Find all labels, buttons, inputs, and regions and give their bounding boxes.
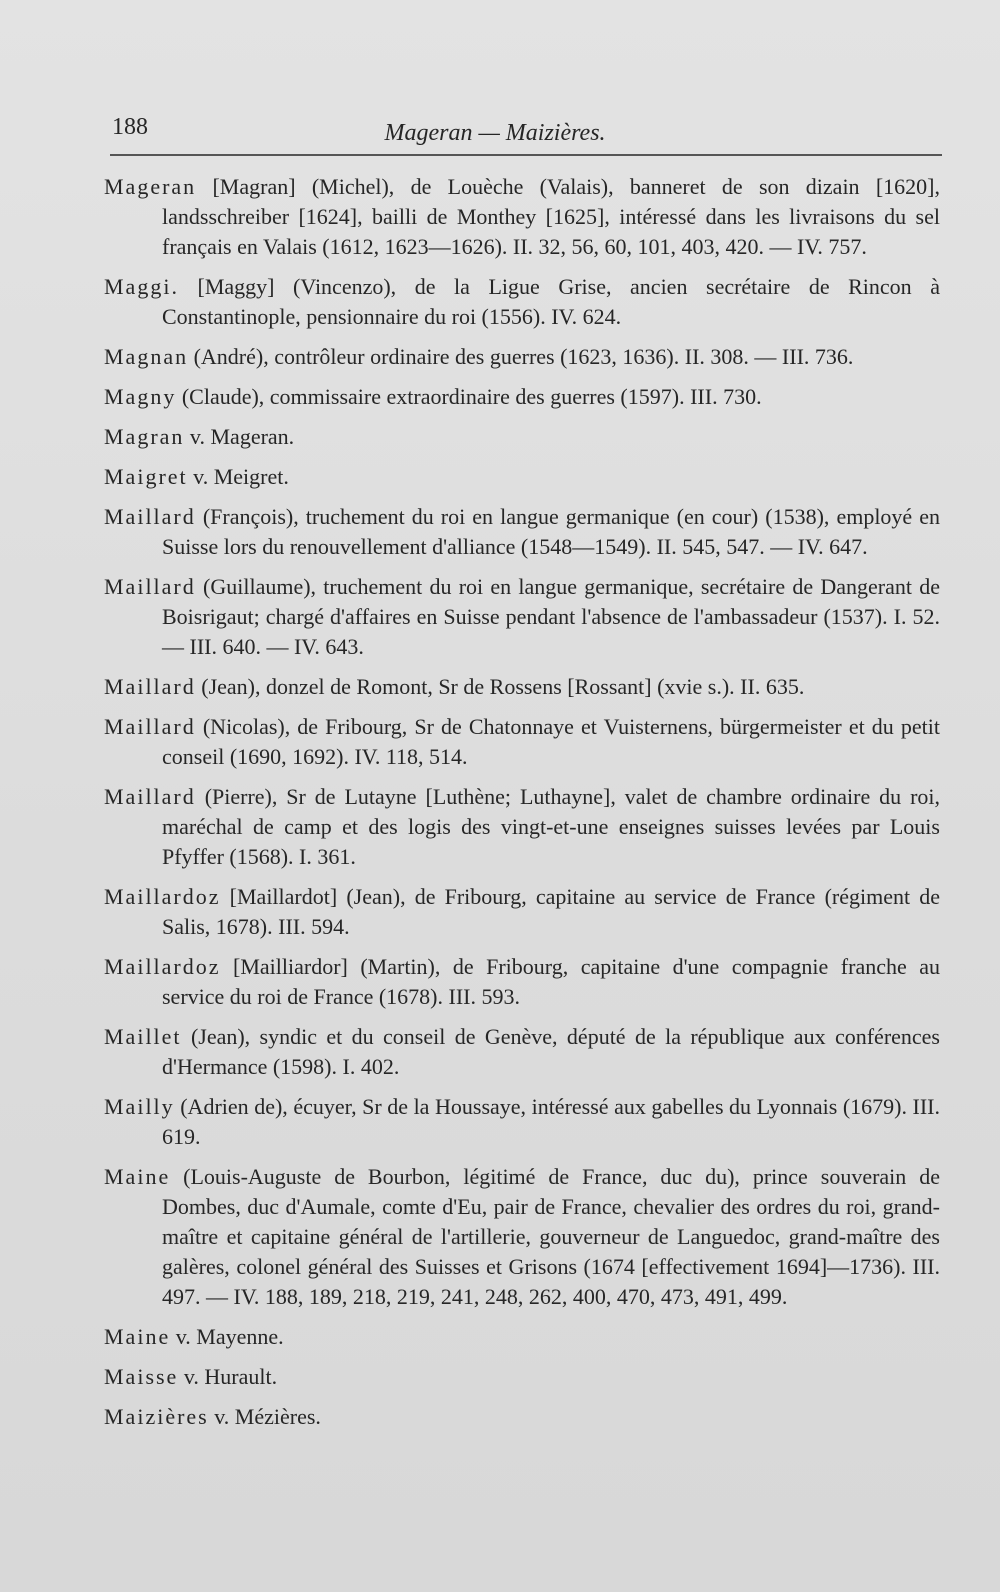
index-entry xyxy=(104,952,940,1012)
entry-headword: Maillard xyxy=(104,784,196,809)
entry-headword: Maillet xyxy=(104,1024,182,1049)
entry-text: (François), truchement du roi en langue germanique (en cour) (1538), employé en Suisse lors du renouvellement d'alliance (1548—1549). II. 545, 547. — IV. 647. xyxy=(162,504,940,559)
entry-text: (Pierre), Sr de Lutayne [Luthène; Luthayne], valet de chambre ordinaire du roi, maréchal de camp et des logis des vingt-et-une enseignes suisses levées par Louis Pfyffer (1568). I. 361. xyxy=(162,784,941,869)
entry-headword: Maillardoz xyxy=(104,954,221,979)
index-entry xyxy=(104,422,940,452)
entry-headword: Maillard xyxy=(104,674,196,699)
entry-headword: Maisse xyxy=(104,1364,179,1389)
entry-headword: Maine xyxy=(104,1164,171,1189)
index-entry xyxy=(104,1322,940,1352)
entry-text: (Jean), donzel de Romont, Sr de Rossens [Rossant] (xvie s.). II. 635. xyxy=(201,674,805,699)
entry-headword: Magran xyxy=(104,424,185,449)
entry-headword: Mailly xyxy=(104,1094,175,1119)
entry-text: (Louis-Auguste de Bourbon, légitimé de France, duc du), prince souverain de Dombes, duc d'Aumale, comte d'Eu, pair de France, chevalier des ordres du roi, grand-maître et capitaine général de l'artillerie, gouverneur de Languedoc, grand-maître des galères, colonel général des Suisses et Grisons (1674 [effectivement 1694]—1736). III. 497. — IV. 188, 189, 218, 219, 241, 248, 262, 400, 470, 473, 491, 499. xyxy=(162,1164,941,1309)
index-entry xyxy=(104,342,940,372)
index-entry xyxy=(104,382,940,412)
index-entry xyxy=(104,882,940,942)
entry-headword: Maine xyxy=(104,1324,171,1349)
page-number: 188 xyxy=(112,114,148,140)
entry-headword: Maillard xyxy=(104,714,196,739)
index-entry xyxy=(104,462,940,492)
entry-headword: Maizières xyxy=(104,1404,209,1429)
index-entry xyxy=(104,272,940,332)
entry-text: v. Mézières. xyxy=(214,1404,321,1429)
entry-headword: Mageran xyxy=(104,174,197,199)
index-entry xyxy=(104,1362,940,1392)
entry-text: v. Meigret. xyxy=(193,464,289,489)
index-entry xyxy=(104,782,940,872)
index-entry xyxy=(104,572,940,662)
entry-text: [Maillardot] (Jean), de Fribourg, capitaine au service de France (régiment de Salis, 1678). III. 594. xyxy=(162,884,940,939)
index-entry xyxy=(104,712,940,772)
entry-headword: Maggi. xyxy=(104,274,179,299)
entry-headword: Maigret xyxy=(104,464,188,489)
index-entry xyxy=(104,1022,940,1082)
page-header xyxy=(112,108,938,148)
index-entry xyxy=(104,172,940,262)
entry-headword: Maillard xyxy=(104,574,196,599)
entry-headword: Magnan xyxy=(104,344,189,369)
entry-text: v. Mayenne. xyxy=(175,1324,284,1349)
index-entry xyxy=(104,1402,940,1432)
running-title: Mageran — Maizières. xyxy=(384,120,606,146)
entry-text: (Adrien de), écuyer, Sr de la Houssaye, intéressé aux gabelles du Lyonnais (1679). III. 619. xyxy=(162,1094,940,1149)
entry-headword: Maillard xyxy=(104,504,196,529)
entry-text: v. Hurault. xyxy=(183,1364,278,1389)
index-entry xyxy=(104,672,940,702)
entry-text: (Guillaume), truchement du roi en langue germanique, secrétaire de Dangerant de Boisrigaut; chargé d'affaires en Suisse pendant l'absence de l'ambassadeur (1537). I. 52. — III. 640. — IV. 643. xyxy=(162,574,941,659)
entry-text: (Claude), commissaire extraordinaire des guerres (1597). III. 730. xyxy=(181,384,762,409)
header-rule xyxy=(110,154,942,156)
entry-text: [Maggy] (Vincenzo), de la Ligue Grise, ancien secrétaire de Rincon à Constantinople, pensionnaire du roi (1556). IV. 624. xyxy=(162,274,941,329)
entry-text: v. Mageran. xyxy=(189,424,295,449)
index-entry xyxy=(104,1092,940,1152)
index-entry xyxy=(104,1162,940,1312)
entry-text: (Nicolas), de Fribourg, Sr de Chatonnaye et Vuisternens, bürgermeister et du petit conseil (1690, 1692). IV. 118, 514. xyxy=(162,714,940,769)
entry-headword: Maillardoz xyxy=(104,884,221,909)
entry-text: (Jean), syndic et du conseil de Genève, député de la république aux conférences d'Hermance (1598). I. 402. xyxy=(162,1024,940,1079)
entry-text: [Magran] (Michel), de Louèche (Valais), banneret de son dizain [1620], landsschreiber [1624], bailli de Monthey [1625], intéressé dans les livraisons du sel français en Valais (1612, 1623—1626). II. 32, 56, 60, 101, 403, 420. — IV. 757. xyxy=(162,174,941,259)
index-entry xyxy=(104,502,940,562)
entry-headword: Magny xyxy=(104,384,177,409)
index-entries xyxy=(104,172,940,1442)
entry-text: (André), contrôleur ordinaire des guerres (1623, 1636). II. 308. — III. 736. xyxy=(193,344,854,369)
entry-text: [Mailliardor] (Martin), de Fribourg, capitaine d'une compagnie franche au service du roi de France (1678). III. 593. xyxy=(162,954,940,1009)
